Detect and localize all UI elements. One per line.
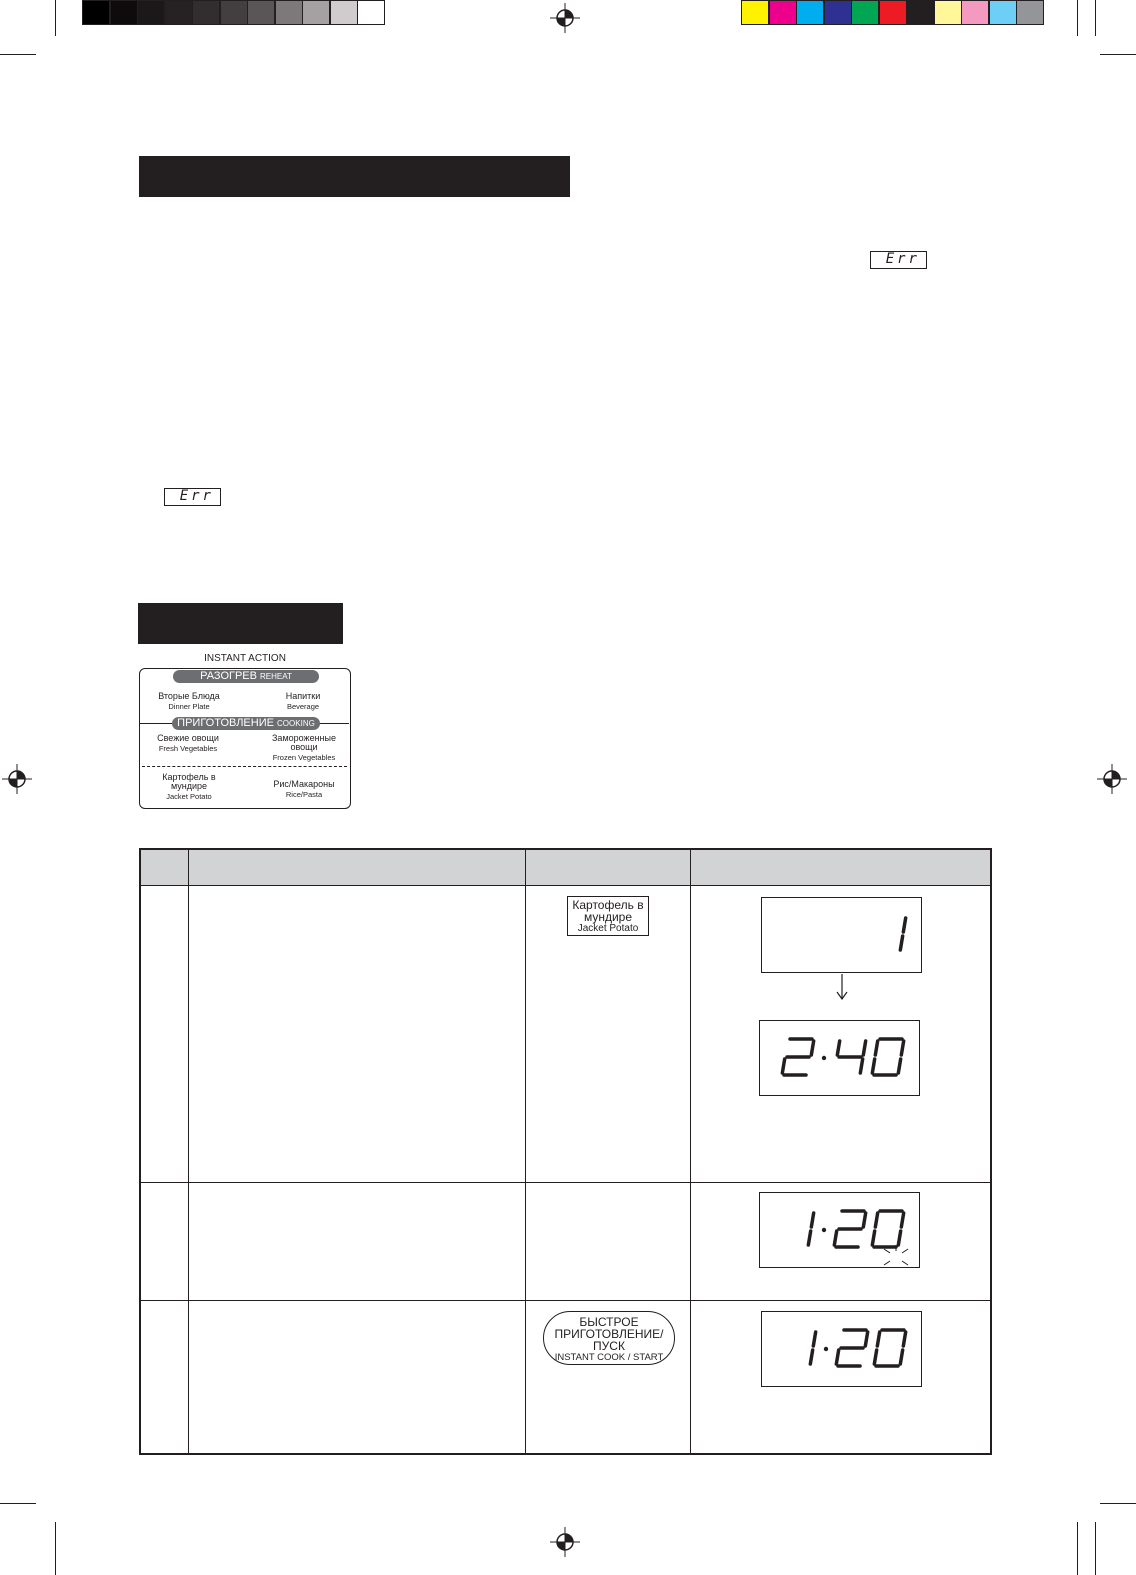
- display-digit: [782, 1039, 813, 1075]
- color-swatch: [1016, 0, 1044, 25]
- gray-swatch: [357, 0, 385, 25]
- gray-swatch: [275, 0, 303, 25]
- display-digit: [808, 1213, 813, 1245]
- table-rule: [141, 885, 990, 886]
- table-rule: [141, 1300, 990, 1301]
- cooking-label: ПРИГОТОВЛЕНИЕ COOKING: [172, 717, 320, 730]
- table-rule: [188, 850, 189, 1453]
- crop-mark: [55, 1522, 56, 1575]
- color-swatch: [934, 0, 962, 25]
- crop-mark: [1095, 0, 1096, 36]
- table-header: [141, 850, 990, 885]
- section-title-bar: [139, 156, 570, 197]
- jacket-potato-button[interactable]: Картофель в мундире Jacket Potato: [162, 772, 216, 801]
- lcd-display: [761, 897, 922, 973]
- display-digit: [810, 1332, 815, 1364]
- crop-mark: [55, 0, 56, 36]
- error-display: Err: [164, 488, 221, 506]
- instant-action-caption: INSTANT ACTION: [204, 653, 286, 664]
- lcd-display: [759, 1020, 920, 1096]
- display-digit: [872, 1211, 903, 1247]
- color-swatch: [879, 0, 907, 25]
- lcd-display: [761, 1311, 922, 1387]
- color-swatch: [769, 0, 797, 25]
- crop-mark: [1077, 1522, 1078, 1575]
- registration-mark-icon: [550, 3, 580, 33]
- color-swatch: [961, 0, 989, 25]
- section-title-bar: [138, 603, 343, 644]
- gray-swatch: [165, 0, 193, 25]
- display-dot: [822, 1056, 826, 1060]
- crop-mark: [1100, 54, 1136, 55]
- gray-swatch: [110, 0, 138, 25]
- gray-swatch: [220, 0, 248, 25]
- color-swatch: [989, 0, 1017, 25]
- display-digits: [760, 1193, 918, 1266]
- jacket-potato-key[interactable]: Картофель в мундире Jacket Potato: [567, 896, 649, 936]
- display-digit: [834, 1211, 865, 1247]
- fresh-vegetables-button[interactable]: Свежие овощи Fresh Vegetables: [157, 733, 219, 753]
- crop-mark: [1077, 0, 1078, 36]
- display-digit: [836, 1330, 867, 1366]
- lcd-display: [759, 1192, 920, 1268]
- display-digit: [874, 1330, 905, 1366]
- registration-mark-icon: [1097, 764, 1127, 794]
- instruction-table: [139, 848, 992, 1455]
- frozen-vegetables-button[interactable]: Замороженные овощи Frozen Vegetables: [272, 733, 336, 762]
- crop-mark: [1100, 1503, 1136, 1504]
- crop-mark: [0, 54, 36, 55]
- rice-pasta-button[interactable]: Рис/Макароны Rice/Pasta: [273, 779, 335, 799]
- display-digit: [837, 1041, 865, 1073]
- registration-mark-icon: [2, 764, 32, 794]
- divider: [142, 766, 347, 767]
- error-display: Err: [870, 251, 927, 269]
- gray-swatch: [137, 0, 165, 25]
- crop-mark: [0, 1503, 36, 1504]
- gray-swatch: [247, 0, 275, 25]
- color-swatch: [851, 0, 879, 25]
- table-rule: [690, 850, 691, 1453]
- display-digits: [762, 1312, 920, 1385]
- beverage-button[interactable]: Напитки Beverage: [285, 691, 321, 711]
- instant-action-panel: [139, 668, 351, 809]
- dinner-plate-button[interactable]: Вторые Блюда Dinner Plate: [158, 691, 220, 711]
- display-dot: [824, 1347, 828, 1351]
- registration-mark-icon: [550, 1527, 580, 1557]
- display-digit: [872, 1039, 903, 1075]
- table-rule: [525, 850, 526, 1453]
- instant-cook-start-button[interactable]: БЫСТРОЕ ПРИГОТОВЛЕНИЕ/ ПУСК INSTANT COOK / START: [543, 1311, 675, 1365]
- crop-mark: [1095, 1522, 1096, 1575]
- gray-swatch: [330, 0, 358, 25]
- display-digits: [760, 1021, 918, 1094]
- gray-swatch: [82, 0, 110, 25]
- gray-swatch: [302, 0, 330, 25]
- display-digit: [900, 918, 905, 950]
- color-swatch: [906, 0, 934, 25]
- color-swatch: [824, 0, 852, 25]
- reheat-label: РАЗОГРЕВ REHEAT: [173, 670, 319, 683]
- arrow-down-icon: [836, 974, 848, 1000]
- display-digits: [762, 898, 920, 971]
- color-swatch: [796, 0, 824, 25]
- color-swatch: [741, 0, 769, 25]
- gray-swatch: [192, 0, 220, 25]
- table-rule: [141, 1182, 990, 1183]
- display-dot: [822, 1228, 826, 1232]
